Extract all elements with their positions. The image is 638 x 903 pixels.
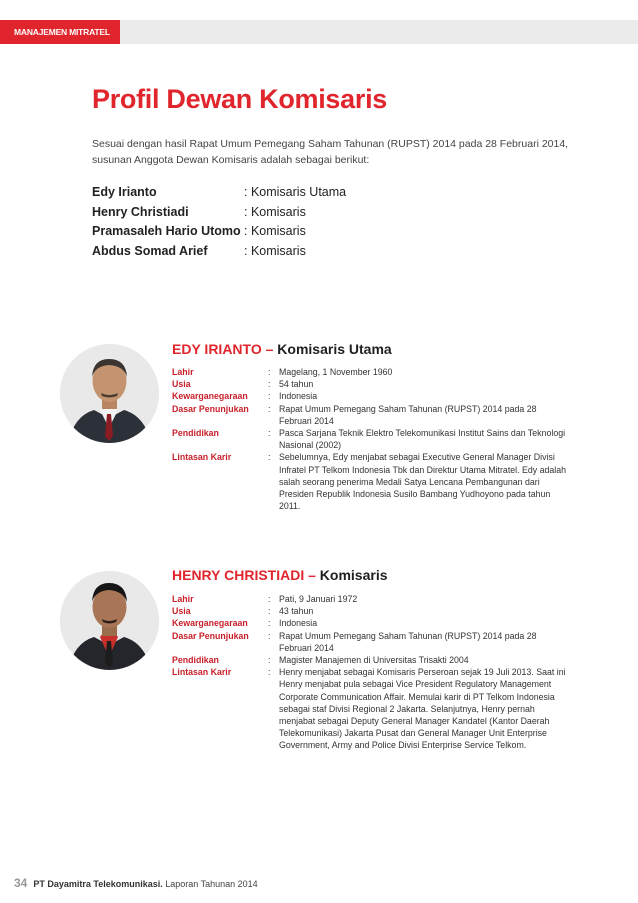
roster-name: Abdus Somad Arief (92, 243, 208, 258)
detail-row: Lahir : Pati, 9 Januari 1972 (172, 593, 572, 605)
detail-row: Kewarganegaraan : Indonesia (172, 617, 572, 629)
page-number: 34 (14, 876, 28, 890)
page-footer (14, 876, 258, 890)
detail-row: Dasar Penunjukan : Rapat Umum Pemegang Saham Tahunan (RUPST) 2014 pada 28 Februari 2014 (172, 403, 572, 427)
roster-role: : Komisaris (244, 243, 306, 258)
section-tag: MANAJEMEN MITRATEL (0, 20, 120, 44)
detail-row: Pendidikan : Magister Manajemen di Universitas Trisakti 2004 (172, 654, 572, 666)
roster-row (92, 203, 346, 223)
detail-row: Pendidikan : Pasca Sarjana Teknik Elektro Telekomunikasi Institut Sains dan Teknologi Nasional (2002) (172, 427, 572, 451)
detail-value: Henry menjabat sebagai Komisaris Perseroan sejak 19 Juli 2013. Saat ini Henry menjabat pula sebagai Vice President Regulatory Management Corporate Communication Affair. Memulai karir di PT Telkom Indonesia sebagai staf Divisi Regional 2 Jakarta. Selanjutnya, Henry pernah menjabat sebagai Deputy General Manager Kandatel (Kantor Daerah Telekomunikasi) Jakarta Pusat dan General Manager Unit Enterprise Government, Army and Police Divisi Enterprise Service Telkom. (279, 667, 566, 751)
detail-value: Indonesia (279, 618, 318, 629)
page-title: Profil Dewan Komisaris (92, 84, 387, 114)
roster-name: Pramasaleh Hario Utomo (92, 224, 241, 238)
portrait-edy-irianto (60, 344, 159, 443)
profile-heading (172, 341, 392, 357)
profile-name: EDY IRIANTO – (172, 341, 274, 357)
detail-row: Lintasan Karir : Henry menjabat sebagai Komisaris Perseroan sejak 19 Juli 2013. Saat ini Henry menjabat pula sebagai Vice President Regulatory Management Corporate Communication Affair. Memulai karir di PT Telkom Indonesia sebagai staf Divisi Regional 2 Jakarta. Selanjutnya, Henry pernah menjabat sebagai Deputy General Manager Kandatel (Kantor Daerah Telekomunikasi) Jakarta Pusat dan General Manager Unit Enterprise Government, Army and Police Divisi Enterprise Service Telkom. (172, 666, 572, 751)
detail-label: Lahir (172, 594, 194, 604)
detail-label: Lahir (172, 367, 194, 377)
detail-value: Sebelumnya, Edy menjabat sebagai Executive General Manager Divisi Infratel PT Telkom Indonesia Tbk dan Direktur Utama Mitratel. Edy adalah salah seorang penerima Medali Satya Lencana Pembangunan dari Presiden Republik Indonesia Susilo Bambang Yudhoyono pada tahun 2011. (279, 452, 567, 512)
detail-value: 43 tahun (279, 606, 314, 617)
profile-details-table (172, 366, 572, 512)
detail-value: Magelang, 1 November 1960 (279, 367, 393, 377)
detail-value: Rapat Umum Pemegang Saham Tahunan (RUPST) 2014 pada 28 Februari 2014 (279, 403, 537, 426)
detail-label: Dasar Penunjukan (172, 630, 249, 641)
detail-label: Pendidikan (172, 428, 219, 439)
roster-row (92, 183, 346, 203)
top-header-bar (0, 20, 638, 44)
profile-position: Komisaris (315, 567, 388, 583)
roster-role: : Komisaris (244, 224, 306, 238)
portrait-photo (60, 571, 159, 670)
detail-value: Pati, 9 Januari 1972 (279, 594, 358, 604)
detail-value: 54 tahun (279, 379, 314, 390)
footer-company: PT Dayamitra Telekomunikasi. (33, 879, 163, 889)
profile-name: HENRY CHRISTIADI – (172, 567, 316, 583)
detail-row: Usia : 43 tahun (172, 605, 572, 617)
roster-name: Edy Irianto (92, 185, 157, 199)
roster-row (92, 222, 346, 242)
portrait-photo (60, 344, 159, 443)
detail-label: Pendidikan (172, 655, 219, 666)
profile-details-table (172, 593, 572, 752)
detail-row: Lahir : Magelang, 1 November 1960 (172, 366, 572, 378)
profile-heading (172, 567, 388, 583)
detail-row: Dasar Penunjukan : Rapat Umum Pemegang Saham Tahunan (RUPST) 2014 pada 28 Februari 2014 (172, 630, 572, 654)
commissioner-roster (92, 183, 346, 261)
profile-position: Komisaris Utama (273, 341, 392, 357)
roster-name: Henry Christiadi (92, 204, 189, 219)
intro-paragraph: Sesuai dengan hasil Rapat Umum Pemegang Saham Tahunan (RUPST) 2014 pada 28 Februari 2014, susunan Anggota Dewan Komisaris adalah sebagai berikut: (92, 138, 569, 166)
detail-label: Kewarganegaraan (172, 391, 248, 402)
roster-role: : Komisaris Utama (244, 185, 347, 199)
detail-row: Kewarganegaraan : Indonesia (172, 390, 572, 402)
detail-label: Usia (172, 606, 191, 617)
roster-row (92, 242, 346, 262)
detail-label: Lintasan Karir (172, 452, 232, 463)
detail-label: Lintasan Karir (172, 667, 232, 678)
detail-label: Dasar Penunjukan (172, 403, 249, 414)
detail-label: Usia (172, 379, 191, 390)
footer-report: Laporan Tahunan 2014 (162, 879, 258, 889)
detail-label: Kewarganegaraan (172, 618, 248, 629)
detail-row: Usia : 54 tahun (172, 378, 572, 390)
roster-role: : Komisaris (244, 204, 306, 219)
detail-value: Indonesia (279, 391, 318, 402)
detail-value: Rapat Umum Pemegang Saham Tahunan (RUPST) 2014 pada 28 Februari 2014 (279, 630, 537, 653)
detail-row: Lintasan Karir : Sebelumnya, Edy menjabat sebagai Executive General Manager Divisi Infratel PT Telkom Indonesia Tbk dan Direktur Utama Mitratel. Edy adalah salah seorang penerima Medali Satya Lencana Pembangunan dari Presiden Republik Indonesia Susilo Bambang Yudhoyono pada tahun 2011. (172, 451, 572, 512)
portrait-henry-christiadi (60, 571, 159, 670)
detail-value: Pasca Sarjana Teknik Elektro Telekomunikasi Institut Sains dan Teknologi Nasional (2002) (279, 428, 566, 451)
detail-value: Magister Manajemen di Universitas Trisakti 2004 (279, 655, 469, 666)
